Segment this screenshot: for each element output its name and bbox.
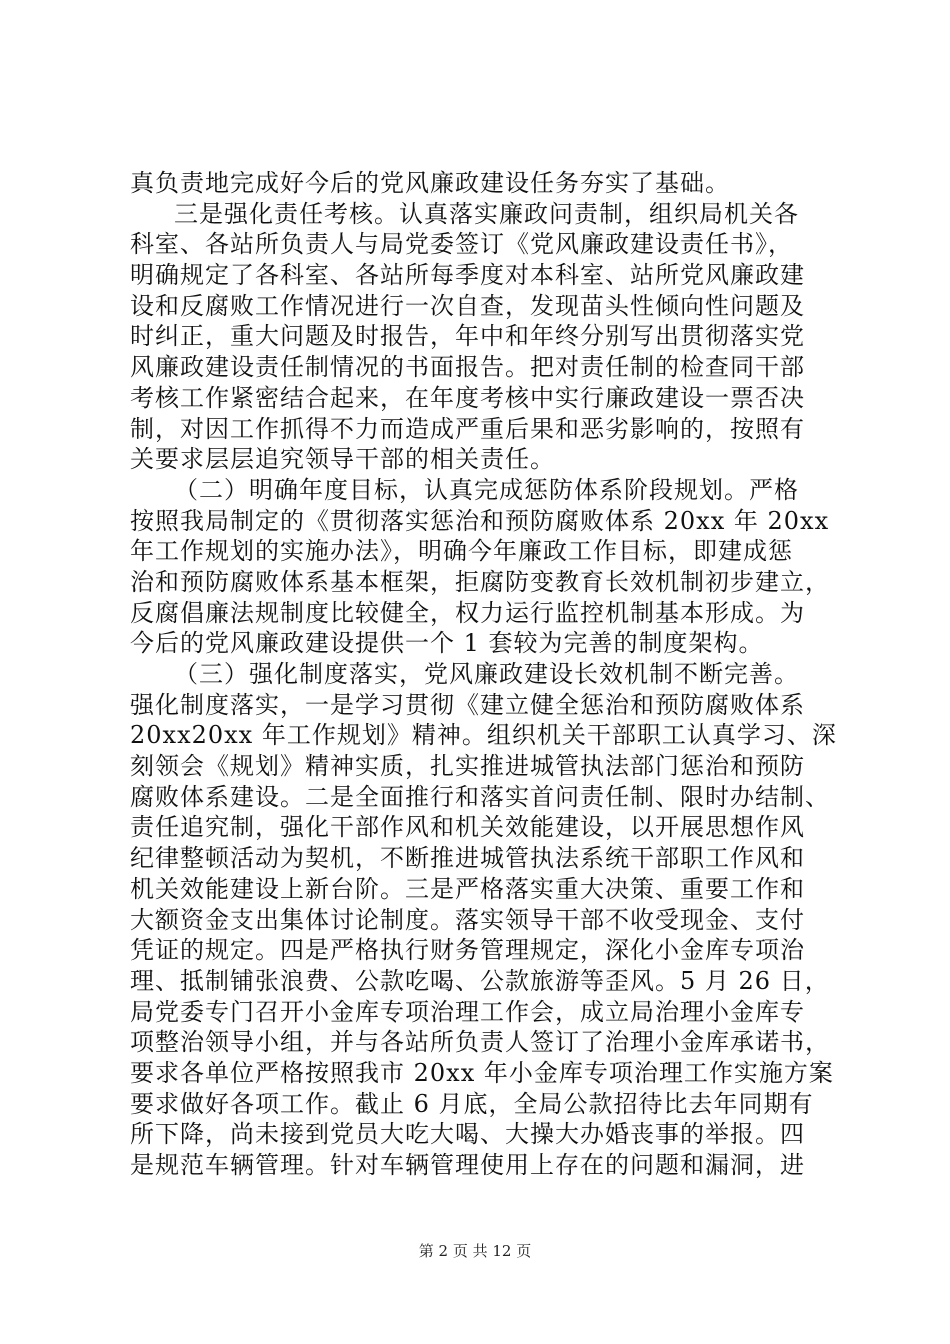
text-line: 局党委专门召开小金库专项治理工作会，成立局治理小金库专 [130,997,805,1026]
text-line: 反腐倡廉法规制度比较健全，权力运行监控机制基本形成。为 [130,598,805,627]
text-line: 凭证的规定。四是严格执行财务管理规定，深化小金库专项治 [130,936,805,965]
text-line: 是规范车辆管理。针对车辆管理使用上存在的问题和漏洞，进 [130,1151,805,1179]
text-line: 时纠正，重大问题及时报告，年中和年终分别写出贯彻落实党 [130,322,805,351]
text-line: 刻领会《规划》精神实质，扎实推进城管执法部门惩治和预防 [130,752,805,781]
text-line: 20xx20xx 年工作规划》精神。组织机关干部职工认真学习、深 [130,721,837,750]
text-line: 项整治领导小组，并与各站所负责人签订了治理小金库承诺书， [130,1028,830,1057]
text-line: 治和预防腐败体系基本框架，拒腐防变教育长效机制初步建立， [130,567,830,596]
section-heading-line: （三）强化制度落实，党风廉政建设长效机制不断完善。 [174,660,799,688]
text-line: 考核工作紧密结合起来，在年度考核中实行廉政建设一票否决 [130,383,805,412]
text-line: 按照我局制定的《贯彻落实惩治和预防腐败体系 20xx 年 20xx [130,506,830,535]
text-line: 强化制度落实，一是学习贯彻《建立健全惩治和预防腐败体系 [130,690,805,719]
text-line: 理、抵制铺张浪费、公款吃喝、公款旅游等歪风。5 月 26 日， [130,966,830,995]
text-line: 三是强化责任考核。认真落实廉政问责制，组织局机关各 [174,199,799,228]
text-line: 制，对因工作抓得不力而造成严重后果和恶劣影响的，按照有 [130,414,805,443]
text-line: 腐败体系建设。二是全面推行和落实首问责任制、限时办结制、 [130,782,830,811]
text-line: 明确规定了各科室、各站所每季度对本科室、站所党风廉政建 [130,261,805,290]
text-line: 真负责地完成好今后的党风廉政建设任务夯实了基础。 [130,169,730,197]
text-line: 所下降，尚未接到党员大吃大喝、大操大办婚丧事的举报。四 [130,1120,805,1149]
text-line: 机关效能建设上新台阶。三是严格落实重大决策、重要工作和 [130,874,805,903]
text-line: 年工作规划的实施办法》，明确今年廉政工作目标，即建成惩 [130,537,793,566]
document-body [130,168,837,1181]
text-line: 今后的党风廉政建设提供一个 1 套较为完善的制度架构。 [130,629,764,658]
text-line: 风廉政建设责任制情况的书面报告。把对责任制的检查同干部 [130,353,805,382]
section-heading-line: （二）明确年度目标，认真完成惩防体系阶段规划。严格 [174,475,799,504]
text-line: 科室、各站所负责人与局党委签订《党风廉政建设责任书》， [130,230,793,259]
text-line: 纪律整顿活动为契机，不断推进城管执法系统干部职工作风和 [130,844,805,873]
text-line: 要求做好各项工作。截止 6 月底，全局公款招待比去年同期有 [130,1089,814,1118]
text-line: 责任追究制，强化干部作风和机关效能建设，以开展思想作风 [130,813,805,842]
text-line: 设和反腐败工作情况进行一次自查，发现苗头性倾向性问题及 [130,291,805,320]
text-line: 大额资金支出集体讨论制度。落实领导干部不收受现金、支付 [130,905,805,934]
text-line: 关要求层层追究领导干部的相关责任。 [130,445,555,474]
page-number-footer: 第 2 页 共 12 页 [418,1242,532,1260]
text-line: 要求各单位严格按照我市 20xx 年小金库专项治理工作实施方案 [130,1058,834,1087]
